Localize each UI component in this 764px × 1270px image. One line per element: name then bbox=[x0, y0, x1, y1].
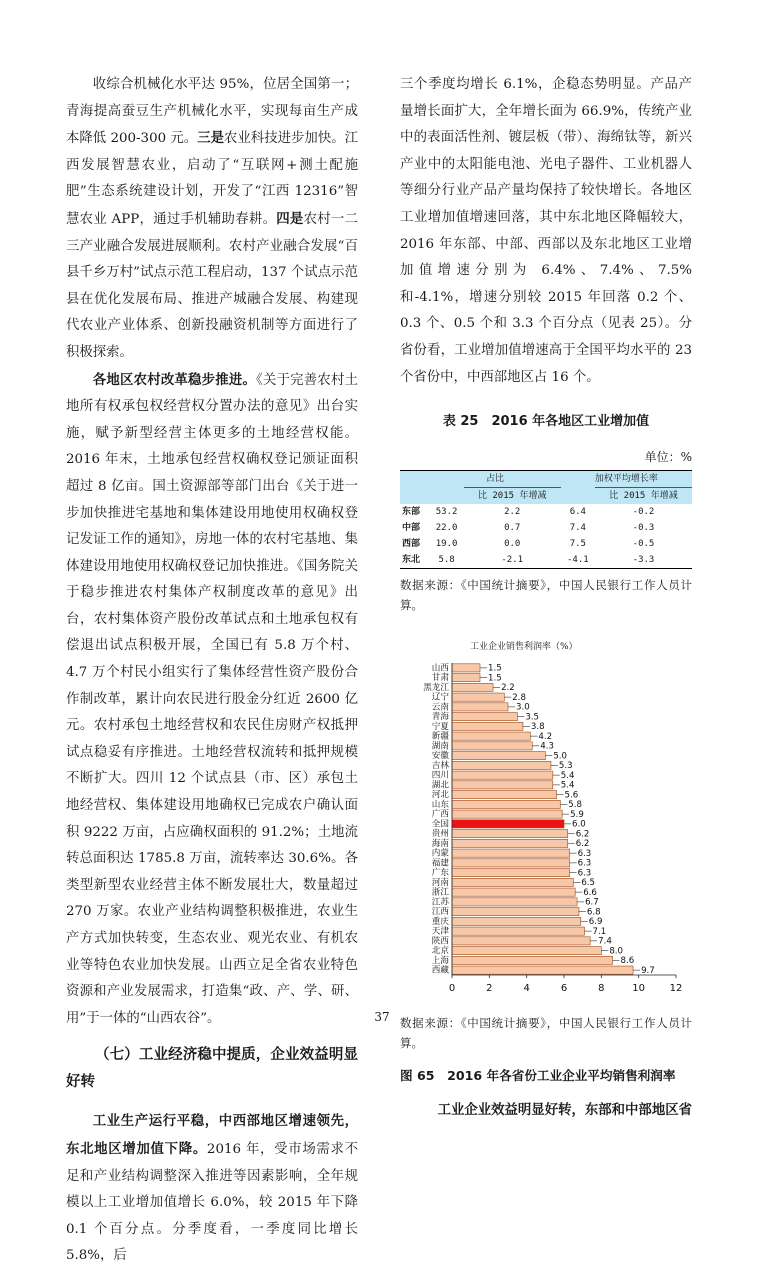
category-label: 甘肃 bbox=[431, 672, 449, 683]
data-label: 7.1 bbox=[592, 926, 607, 937]
data-label: 5.9 bbox=[570, 809, 584, 820]
data-label: 6.9 bbox=[588, 916, 603, 927]
category-label: 陕西 bbox=[431, 936, 449, 947]
paragraph: 各地区农村改革稳步推进。《关于完善农村土地所有权承包权经营权分置办法的意见》出台实施，赋予新型经营主体更多的土地经营权能。2016 年末，土地承包经营权确权登记颁证面积超过 8 亿亩。国土资源部等部门出台《关于进一步加快推进宅基地和集体建设用地使用权确权登记发证工作的通知》，房地一体的农村宅基地、集体建设用地使用权确权登记加快推进。《国务院关于稳步推进农村集体产权制度改革的意见》出台，农村集体资产股份改革试点和土地承包权有偿退出试点积极开展，全国已有 5.8 万个村、4.7 万个村民小组实行了集体经营性资产股份合作制改革，累计向农民进行股金分红近 2600 亿元。农村承包土地经营权和农民住房财产权抵押试点稳妥有序推进。土地经营权流转和抵押规模不断扩大。四川 12 个试点县（市、区）承包土地经营权、集体建设用地确权已完成农户确认面积 9222 万亩，占应确权面积的 91.2%；土地流转总面积达 1785.8 万亩，流转率达 30.6%。各类型新型农业经营主体不断发展壮大，数量超过 270 万家。农业产业结构调整积极推进，农业生产方式加快转变，生态农业、观光农业、有机农业等特色农业加快发展。山西立足全省农业特色资源和产业发展需求，打造集“政、产、学、研、用”于一体的“山西农谷”。 bbox=[66, 371, 358, 1026]
category-label: 内蒙 bbox=[431, 848, 449, 859]
data-label: 6.3 bbox=[577, 848, 592, 859]
bar bbox=[452, 878, 573, 886]
data-label: 3.0 bbox=[516, 702, 530, 713]
x-tick-label: 2 bbox=[486, 982, 493, 994]
col-growth: 加权平均增长率 bbox=[594, 473, 658, 484]
chart-title: 工业企业销售利润率（%） bbox=[470, 641, 578, 652]
data-label: 5.3 bbox=[558, 760, 573, 771]
category-label: 江苏 bbox=[431, 897, 449, 908]
category-label: 海南 bbox=[431, 838, 449, 849]
category-label: 全国 bbox=[431, 819, 449, 830]
bar bbox=[452, 712, 517, 720]
x-tick-label: 0 bbox=[448, 982, 456, 994]
bar bbox=[452, 781, 553, 789]
bar bbox=[452, 966, 633, 974]
bar bbox=[452, 888, 575, 896]
data-label: 2.8 bbox=[512, 692, 526, 703]
bar bbox=[452, 839, 568, 847]
bar bbox=[452, 800, 560, 808]
bar bbox=[452, 751, 545, 759]
table-row: 东部 53.2 2.2 6.4 -0.2 bbox=[402, 506, 655, 517]
bar bbox=[452, 946, 601, 954]
data-label: 8.6 bbox=[620, 955, 635, 966]
paragraph: 三个季度均增长 6.1%，企稳态势明显。产品产量增长面扩大，全年增长面为 66.9%，传统产业中的表面活性剂、镀层板（带）、海绵钛等，新兴产业中的太阳能电池、光电子器件、工业机器人等细分行业产品产量均保持了较快增长。各地区工业增加值增速回落，其中东北地区降幅较大，2016 年东部、中部、西部以及东北地区工业增加值增速分别为 6.4%、7.4%、7.5%和-4.1%，增速分别较 2015 年回落 0.2 个、0.3 个、0.5 个和 3.3 个百分点（见表 25）。分省份看，工业增加值增速高于全国平均水平的 23 个省份中，中西部地区占 16 个。 bbox=[400, 77, 692, 385]
bar bbox=[452, 820, 564, 828]
bar bbox=[452, 693, 504, 701]
col-growth-change: 比 2015 年增减 bbox=[595, 487, 692, 504]
profit-margin-chart bbox=[400, 635, 692, 1007]
regional-industry-table bbox=[400, 470, 692, 569]
bar bbox=[452, 849, 570, 857]
bar bbox=[452, 673, 480, 681]
category-label: 宁夏 bbox=[431, 721, 449, 732]
category-label: 吉林 bbox=[431, 760, 449, 771]
left-column bbox=[66, 72, 358, 1270]
category-label: 广东 bbox=[431, 867, 449, 878]
data-label: 6.5 bbox=[581, 877, 596, 888]
category-label: 山东 bbox=[431, 799, 449, 810]
data-label: 6.3 bbox=[577, 858, 592, 869]
table-corner bbox=[400, 470, 429, 504]
bar bbox=[452, 790, 557, 798]
category-label: 北京 bbox=[431, 945, 449, 956]
category-label: 新疆 bbox=[431, 731, 449, 742]
data-label: 4.2 bbox=[538, 731, 553, 742]
category-label: 天津 bbox=[431, 926, 449, 937]
data-label: 9.7 bbox=[641, 965, 655, 976]
bar bbox=[452, 917, 581, 925]
category-label: 西藏 bbox=[431, 965, 449, 976]
bar bbox=[452, 732, 530, 740]
bar bbox=[452, 810, 562, 818]
category-label: 辽宁 bbox=[431, 692, 449, 703]
category-label: 湖南 bbox=[431, 741, 449, 752]
data-label: 5.4 bbox=[560, 770, 575, 781]
bar bbox=[452, 868, 570, 876]
data-label: 6.7 bbox=[585, 897, 599, 908]
category-label: 四川 bbox=[431, 770, 449, 781]
table-unit: 单位：% bbox=[644, 449, 692, 464]
x-tick-label: 4 bbox=[523, 982, 530, 994]
table-row: 西部 19.0 0.0 7.5 -0.5 bbox=[402, 538, 655, 549]
bar bbox=[452, 859, 570, 867]
table-source: 数据来源：《中国统计摘要》，中国人民银行工作人员计算。 bbox=[400, 577, 692, 612]
bar bbox=[452, 907, 579, 915]
category-label: 河南 bbox=[431, 877, 449, 888]
bar bbox=[452, 742, 532, 750]
category-label: 云南 bbox=[431, 702, 449, 713]
bar bbox=[452, 829, 568, 837]
category-label: 青海 bbox=[431, 711, 449, 722]
x-tick-label: 10 bbox=[632, 982, 646, 994]
chart-source: 数据来源：《中国统计摘要》，中国人民银行工作人员计算。 bbox=[400, 1015, 692, 1050]
paragraph: 工业企业效益明显好转，东部和中部地区省 bbox=[437, 1102, 692, 1119]
figure-caption: 图 65 2016 年各省份工业企业平均销售利润率 bbox=[400, 1067, 676, 1083]
data-label: 6.2 bbox=[575, 838, 590, 849]
category-label: 浙江 bbox=[431, 887, 449, 898]
bar bbox=[452, 664, 480, 672]
bar bbox=[452, 956, 613, 964]
category-label: 江西 bbox=[431, 906, 449, 917]
bar bbox=[452, 771, 553, 779]
section-heading: （七）工业经济稳中提质，企业效益明显好转 bbox=[66, 1047, 358, 1091]
category-label: 安徽 bbox=[431, 750, 449, 761]
data-label: 4.3 bbox=[540, 741, 554, 752]
data-label: 8.0 bbox=[609, 946, 624, 957]
table-row: 东北 5.8 -2.1 -4.1 -3.3 bbox=[400, 552, 692, 569]
data-label: 1.5 bbox=[488, 673, 502, 684]
data-label: 6.0 bbox=[572, 819, 586, 830]
bar bbox=[452, 898, 577, 906]
paragraph: 收综合机械化水平达 95%，位居全国第一；青海提高蚕豆生产机械化水平，实现每亩生产成本降低 200-300 元。三是农业科技进步加快。江西发展智慧农业，启动了“互联网+测土配施肥”生态系统建设计划，开发了“江西 12316”智慧农业 APP，通过手机辅助春耕。四是农村一二三产业融合发展进展顺利。农村产业融合发展“百县千乡万村”试点示范工程启动，137 个试点示范县在优化发展布局、推进产城融合发展、构建现代农业产业体系、创新投融资机制等方面进行了积极探索。 bbox=[66, 77, 359, 360]
right-column bbox=[400, 72, 692, 1124]
data-label: 6.3 bbox=[577, 868, 592, 879]
bar bbox=[452, 937, 590, 945]
category-label: 湖北 bbox=[431, 780, 449, 791]
data-label: 3.8 bbox=[530, 721, 545, 732]
data-label: 3.5 bbox=[525, 712, 540, 723]
data-label: 6.6 bbox=[583, 887, 597, 898]
col-share: 占比 bbox=[486, 473, 505, 484]
category-label: 重庆 bbox=[431, 916, 449, 927]
category-label: 福建 bbox=[431, 858, 449, 869]
data-label: 5.0 bbox=[553, 751, 568, 762]
data-label: 5.8 bbox=[568, 799, 582, 810]
bar bbox=[452, 683, 493, 691]
paragraph: 工业生产运行平稳，中西部地区增速领先，东北地区增加值下降。2016 年，受市场需求不足和产业结构调整深入推进等因素影响，全年规模以上工业增加值增长 6.0%，较 2015 年下降 0.1 个百分点。分季度看，一季度同比增长 5.8%，后 bbox=[66, 1113, 358, 1264]
page-number: 37 bbox=[374, 1010, 390, 1024]
chart-svg bbox=[400, 635, 692, 1007]
data-label: 2.2 bbox=[501, 682, 515, 693]
category-label: 广西 bbox=[431, 809, 449, 820]
table-title: 表 25 2016 年各地区工业增加值 bbox=[442, 414, 650, 430]
category-label: 山西 bbox=[431, 663, 449, 674]
data-label: 6.8 bbox=[586, 907, 601, 918]
x-tick-label: 6 bbox=[560, 982, 568, 994]
category-label: 贵州 bbox=[431, 828, 449, 839]
data-label: 5.4 bbox=[560, 780, 575, 791]
bar bbox=[452, 761, 551, 769]
x-tick-label: 8 bbox=[598, 982, 605, 994]
data-label: 7.4 bbox=[598, 936, 612, 947]
category-label: 上海 bbox=[431, 955, 449, 966]
col-share-change: 比 2015 年增减 bbox=[464, 487, 561, 504]
bar bbox=[452, 703, 508, 711]
table-row: 中部 22.0 0.7 7.4 -0.3 bbox=[402, 522, 655, 533]
data-label: 1.5 bbox=[488, 663, 502, 674]
category-label: 黑龙江 bbox=[423, 682, 449, 693]
data-label: 5.6 bbox=[564, 790, 579, 801]
data-label: 6.2 bbox=[575, 829, 590, 840]
category-label: 河北 bbox=[431, 789, 449, 800]
bar bbox=[452, 927, 585, 935]
bar bbox=[452, 722, 523, 730]
x-tick-label: 12 bbox=[669, 982, 683, 994]
